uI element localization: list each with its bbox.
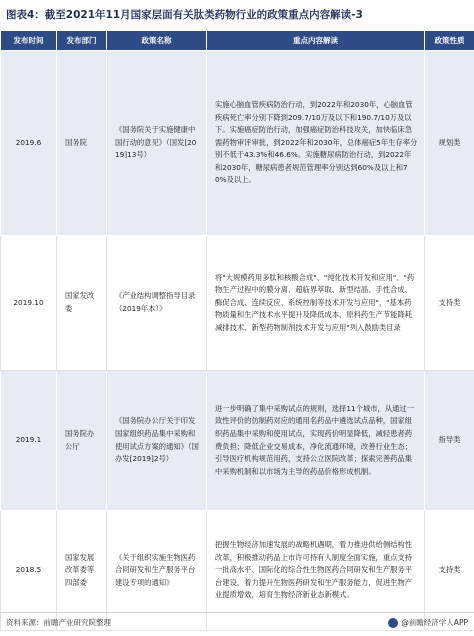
source-note: 资料来源：前瞻产业研究院整理 [6,618,111,627]
row-dept-text: 国务院办公厅 [65,428,95,451]
row-content [207,51,425,236]
row-type: 支持类 [425,236,474,371]
row-content-text: 将"大规模药用多肽和核酸合成"、"纯化技术开发和应用"、"药物生产过程中的膜分离、超临界萃取、新型结晶、手性合成、酶促合成、连续反应、系统控制等技术开发与应用"，"基本药物质量和生产技术水平提升及降低成本，原料药生产节能降耗减排技术、新型药物制剂技术开发与应用"列入鼓励类目录 [215,272,415,332]
table-row [1,371,474,511]
row-date: 2019.10 [1,236,57,371]
row-date: 2019.6 [1,51,57,236]
header-name: 政策名称 [107,31,207,51]
row-name-text: 《国务院办公厅关于印发国家组织药品集中采购和使用试点方案的通知》（国办发[2019]2号） [115,416,199,464]
chart-title: 图表4：截至2021年11月国家层面有关肽类药物行业的政策重点内容解读-3 [6,9,363,21]
row-dept [57,371,107,511]
header-date: 发布时间 [1,31,57,51]
row-type: 规划类 [425,51,474,236]
row-dept-text: 国家发改委 [65,291,95,313]
header-type: 政策性质 [425,31,474,51]
policy-table [0,30,474,631]
row-dept [57,51,107,236]
footer [0,612,474,634]
row-content-text: 实施心脑血管疾病防治行动，到2022年和2030年，心脑血管疾病死亡率分别下降到209.7/10万及以下和190.7/10万及以下。实施癌症防治行动，加强癌症防治科技攻关，加快临床急需药物审评审批，到2022年和2030年，总体癌症5年生存率分别不低于43.3%和46.6%。实施糖尿病防治行动，到2022年和2030年，糖尿病患者规范管理率分别达到60%及以上和70%及以上。 [215,99,418,185]
row-content-text: 把握生物经济加速发展的战略机遇期，着力推进供给侧结构性改革，积极推动药品上市许可持有人制度全面实施，重点支持一批高水平、国际化的综合性生物医药合同研发和生产服务平台建设，着力提升生物医药研发和生产服务能力，促进生物产业提质增效，培育生物经济新业态新模式。 [215,540,413,600]
row-type: 支持类 [425,511,474,631]
row-dept-text: 国务院 [65,137,87,147]
brand-label: @前瞻经济学人APP [401,618,468,627]
row-type: 指导类 [425,371,474,511]
row-content [207,236,425,371]
row-name [107,51,207,236]
row-name-text: 《关于组织实施生物医药合同研发和生产服务平台建设专项的通知》 [115,552,196,587]
header-dept: 发布部门 [57,31,107,51]
row-dept [57,236,107,371]
table-header-row [1,31,474,51]
brand-logo-icon [388,618,398,628]
row-dept-text: 国家发展改革委等四部委 [65,552,95,587]
table-row [1,51,474,236]
brand-mark [388,617,468,628]
row-date: 2018.5 [1,511,57,631]
row-content [207,371,425,511]
row-name-text: 《产业结构调整指导目录（2019年本）》 [115,291,196,313]
row-name [107,371,207,511]
row-name [107,236,207,371]
row-date: 2019.1 [1,371,57,511]
row-name-text: 《国务院关于实施健康中国行动的意见》（国发[2019]13号） [115,125,197,160]
row-content-text: 进一步明确了集中采购试点的规则，选择11个城市，从通过一致性评价的仿制药对应的通用名药品中遴选试点品种，国家组织药品集中采购和使用试点，实现药价明显降低，减轻患者药费负担；降低企业交易成本，净化流通环境，改善行业生态；引导医疗机构规范用药，支持公立医院改革；探索完善药品集中采购机制和以市场为主导的药品价格形成机制。 [215,403,415,476]
header-content: 重点内容解读 [207,31,425,51]
table-row [1,236,474,371]
